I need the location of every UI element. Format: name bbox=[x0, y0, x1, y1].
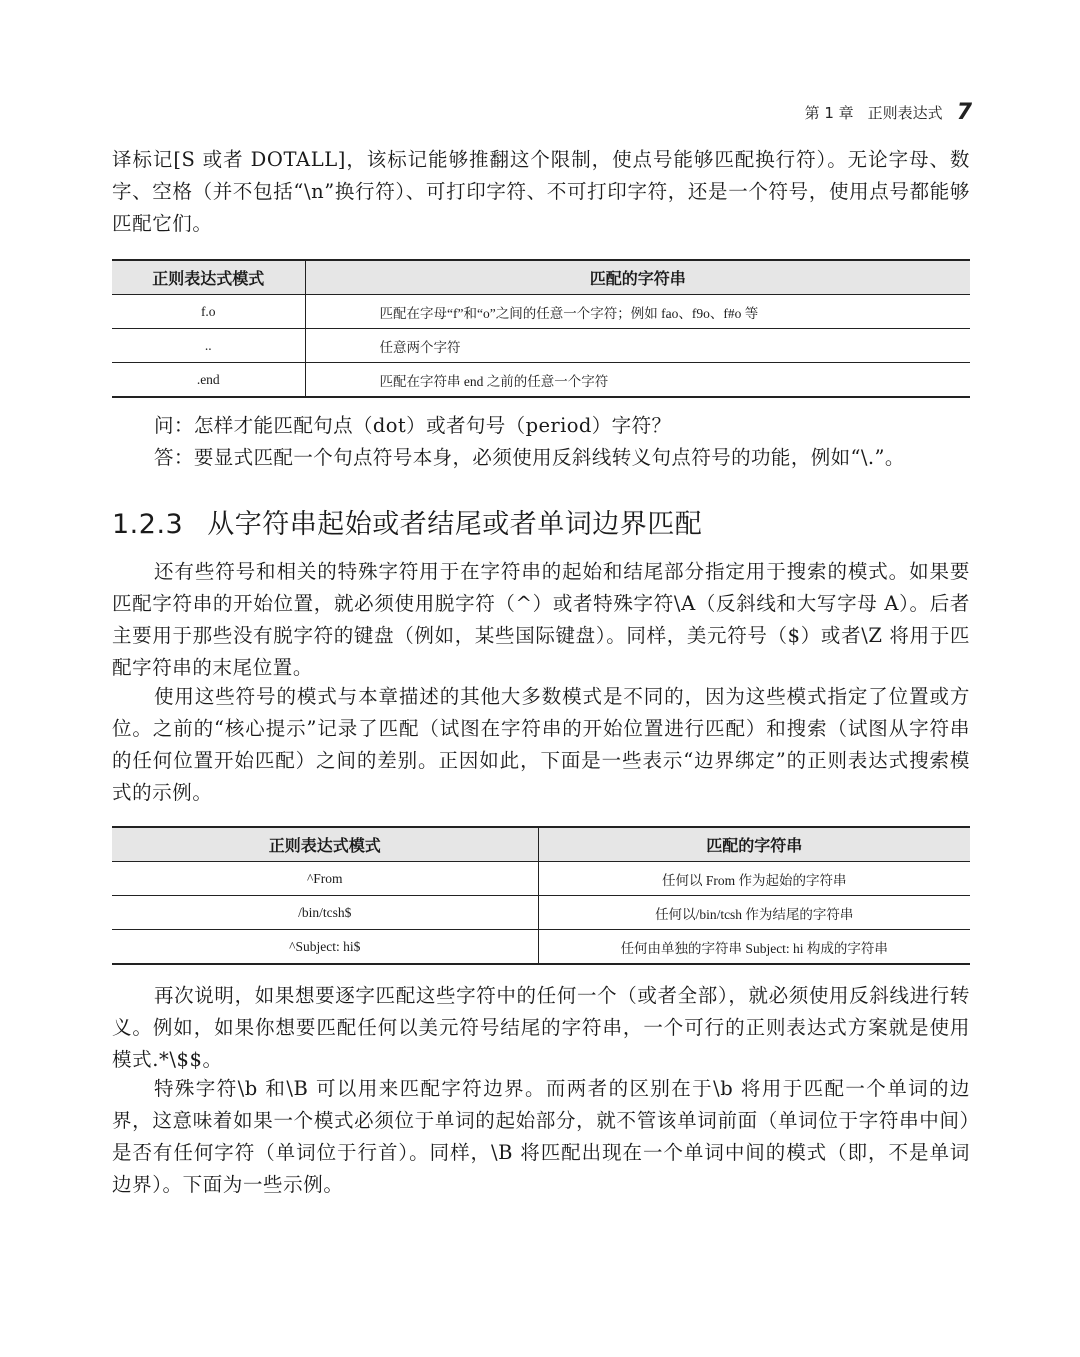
column-header: 正则表达式模式 bbox=[112, 827, 538, 862]
answer bbox=[154, 442, 970, 474]
table-header-row bbox=[112, 260, 970, 295]
table-row bbox=[112, 363, 970, 398]
running-header bbox=[805, 98, 972, 126]
answer-text: 要显式匹配一个句点符号本身，必须使用反斜线转义句点符号的功能，例如“\.”。 bbox=[193, 446, 905, 469]
pattern-cell: /bin/tcsh$ bbox=[112, 896, 538, 930]
regex-table-1 bbox=[112, 259, 970, 398]
regex-table-2 bbox=[112, 826, 970, 965]
table-row bbox=[112, 862, 970, 896]
question bbox=[154, 410, 970, 442]
pattern-cell: .. bbox=[112, 329, 305, 363]
chapter-title: 正则表达式 bbox=[867, 103, 943, 122]
question-label: 问： bbox=[154, 414, 194, 437]
table-row bbox=[112, 930, 970, 965]
intro-paragraph: 译标记[S 或者 DOTALL]，该标记能够推翻这个限制，使点号能够匹配换行符）。无论字母、数字、空格（并不包括“\n”换行符）、可打印字符、不可打印字符，还是一个符号，使用点号都能够匹配它们。 bbox=[112, 148, 970, 235]
pattern-cell: ^Subject: hi$ bbox=[112, 930, 538, 965]
pattern-cell: .end bbox=[112, 363, 305, 398]
match-cell: 任何由单独的字符串 Subject: hi 构成的字符串 bbox=[538, 930, 970, 965]
match-cell: 任意两个字符 bbox=[305, 329, 970, 363]
section-heading bbox=[112, 502, 702, 541]
table-header-row bbox=[112, 827, 970, 862]
pattern-cell: ^From bbox=[112, 862, 538, 896]
match-cell: 任何以 From 作为起始的字符串 bbox=[538, 862, 970, 896]
column-header: 匹配的字符串 bbox=[305, 260, 970, 295]
match-cell: 匹配在字母“f”和“o”之间的任意一个字符；例如 fao、f9o、f#o 等 bbox=[305, 295, 970, 329]
answer-label: 答： bbox=[154, 446, 194, 469]
section-title: 从字符串起始或者结尾或者单词边界匹配 bbox=[207, 509, 703, 540]
page-number: 7 bbox=[956, 99, 972, 125]
column-header: 正则表达式模式 bbox=[112, 260, 305, 295]
section-number: 1.2.3 bbox=[112, 509, 184, 540]
table-row bbox=[112, 295, 970, 329]
chapter-label: 第 1 章 bbox=[804, 103, 854, 122]
body-paragraph: 还有些符号和相关的特殊字符用于在字符串的起始和结尾部分指定用于搜索的模式。如果要匹配字符串的开始位置，就必须使用脱字符（^）或者特殊字符\A（反斜线和大写字母 A）。后者主要用于那些没有脱字符的键盘（例如，某些国际键盘）。同样，美元符号（$）或者\Z 将用于匹配字符串的末尾位置。 bbox=[112, 560, 970, 679]
pattern-cell: f.o bbox=[112, 295, 305, 329]
question-text: 怎样才能匹配句点（dot）或者句号（period）字符？ bbox=[193, 414, 672, 437]
body-paragraph: 再次说明，如果想要逐字匹配这些字符中的任何一个（或者全部），就必须使用反斜线进行转义。例如，如果你想要匹配任何以美元符号结尾的字符串，一个可行的正则表达式方案就是使用模式.*\$$。 bbox=[112, 984, 970, 1071]
match-cell: 任何以/bin/tcsh 作为结尾的字符串 bbox=[538, 896, 970, 930]
match-cell: 匹配在字符串 end 之前的任意一个字符 bbox=[305, 363, 970, 398]
table-row bbox=[112, 896, 970, 930]
table-row bbox=[112, 329, 970, 363]
body-paragraph: 特殊字符\b 和\B 可以用来匹配字符边界。而两者的区别在于\b 将用于匹配一个单词的边界，这意味着如果一个模式必须位于单词的起始部分，就不管该单词前面（单词位于字符串中间）是否有任何字符（单词位于行首）。同样，\B 将匹配出现在一个单词中间的模式（即，不是单词边界）。下面为一些示例。 bbox=[112, 1077, 970, 1196]
body-paragraph: 使用这些符号的模式与本章描述的其他大多数模式是不同的，因为这些模式指定了位置或方位。之前的“核心提示”记录了匹配（试图在字符串的开始位置进行匹配）和搜索（试图从字符串的任何位置开始匹配）之间的差别。正因如此，下面是一些表示“边界绑定”的正则表达式搜索模式的示例。 bbox=[112, 685, 970, 804]
column-header: 匹配的字符串 bbox=[538, 827, 970, 862]
